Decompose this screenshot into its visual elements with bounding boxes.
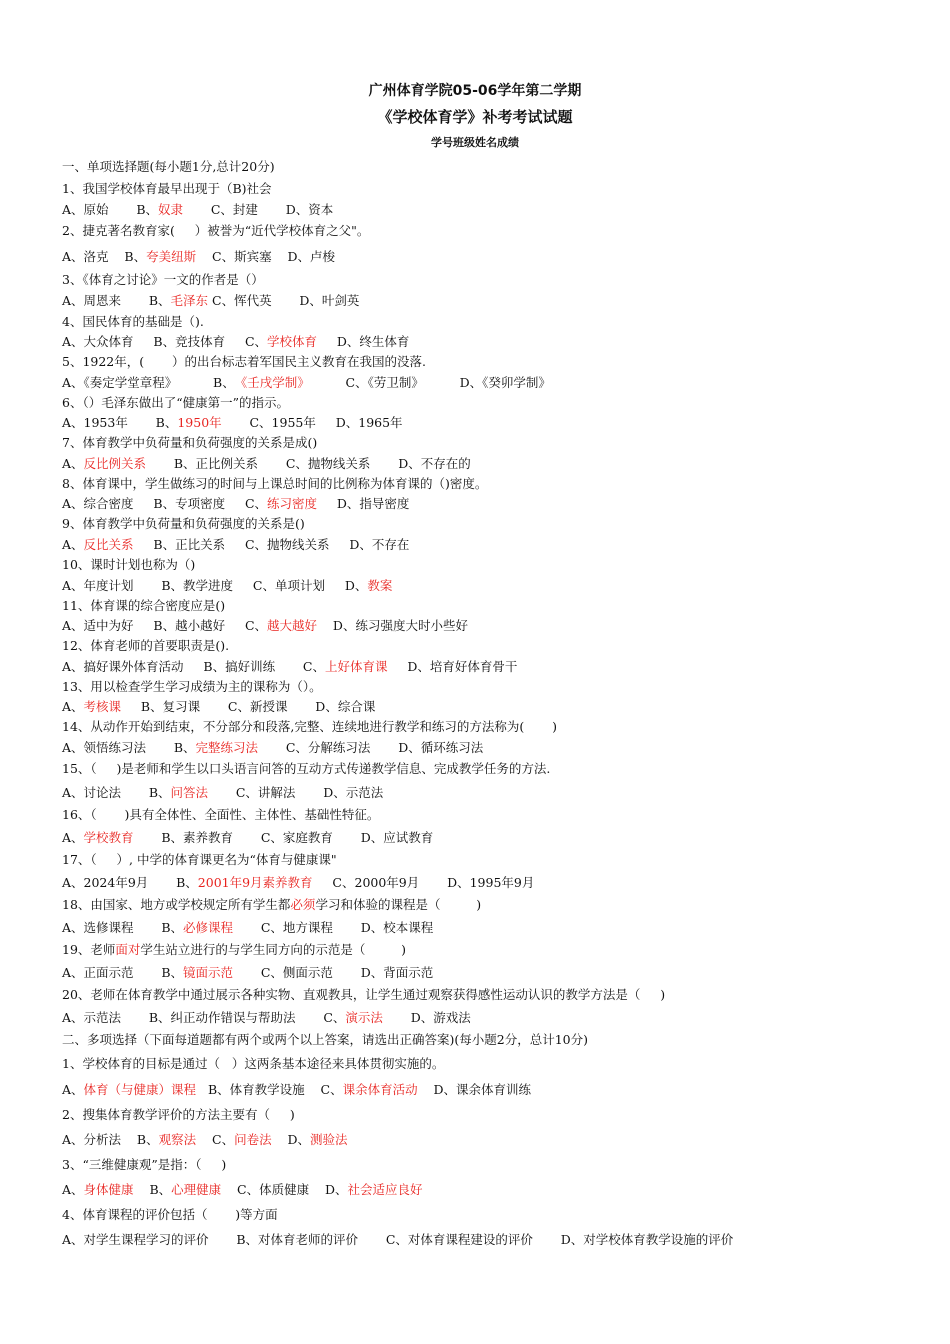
- exam-line: [62, 353, 426, 371]
- line-text: A、周恩来 B、: [62, 293, 171, 308]
- line-text: B、正比例关系 C、抛物线关系 D、不存在的: [146, 456, 471, 471]
- answer-text: 考核课: [83, 699, 122, 714]
- line-text: D、指导密度: [317, 496, 410, 511]
- answer-text: 课余体育活动: [342, 1082, 418, 1097]
- line-text: 学生站立进行的与学生同方向的示范是（ ): [140, 942, 407, 957]
- line-text: B、: [133, 1182, 172, 1197]
- line-text: A、大众体育 B、竞技体育 C、: [62, 334, 268, 349]
- answer-text: 越大越好: [267, 618, 318, 633]
- line-text: A、领悟练习法 B、: [62, 740, 196, 755]
- line-text: 2、搜集体育教学评价的方法主要有（ ): [62, 1107, 295, 1122]
- exam-line: [62, 784, 383, 802]
- line-text: A、正面示范 B、: [62, 965, 184, 980]
- line-text: A、: [62, 537, 84, 552]
- exam-line: [62, 577, 392, 595]
- line-text: 3、“三维健康观”是指：（ ): [62, 1157, 227, 1172]
- answer-text: 完整练习法: [195, 740, 259, 755]
- line-text: 6、（）毛泽东做出了“健康第一”的指示。: [62, 395, 289, 410]
- exam-line: [62, 698, 375, 716]
- exam-line: [62, 1106, 295, 1124]
- line-text: C、地方课程 D、校本课程: [233, 920, 434, 935]
- line-text: 7、体育教学中负荷量和负荷强度的关系是成(): [62, 435, 318, 450]
- line-text: A、原始 B、: [62, 202, 159, 217]
- answer-text: 《壬戌学制》: [234, 375, 310, 390]
- exam-line: [62, 180, 272, 198]
- exam-line: [62, 941, 406, 959]
- answer-text: 观察法: [158, 1132, 197, 1147]
- line-text: A、对学生课程学习的评价 B、对体育老师的评价 C、对体育课程建设的评价 D、对学校体育教学设施的评价: [62, 1232, 734, 1247]
- exam-title: 广州体育学院05-06学年第二学期: [368, 83, 582, 99]
- line-text: C、2000年9月 D、1995年9月: [312, 875, 535, 890]
- line-text: A、分析法 B、: [62, 1132, 159, 1147]
- line-text: C、: [196, 1132, 235, 1147]
- exam-line: [62, 919, 433, 937]
- exam-line: [62, 1206, 278, 1224]
- line-text: D、培育好体育骨干: [387, 659, 518, 674]
- exam-line: [62, 1081, 531, 1099]
- line-text: 学习和体验的课程是（ ): [315, 897, 482, 912]
- exam-line: [62, 414, 403, 432]
- line-text: 14、从动作开始到结束，不分部分和段落,完整、连续地进行教学和练习的方法称为( ): [62, 719, 557, 734]
- exam-line: [62, 158, 275, 176]
- line-text: 8、体育课中，学生做练习的时间与上课总时间的比例称为体育课的（)密度。: [62, 476, 488, 491]
- answer-text: 教案: [367, 578, 393, 593]
- exam-subtitle: 《学校体育学》补考考试试题: [377, 108, 573, 126]
- exam-line: [62, 374, 551, 392]
- exam-line: [62, 556, 195, 574]
- exam-line: [62, 617, 468, 635]
- line-text: A、洛克 B、: [62, 249, 147, 264]
- exam-line: [62, 1131, 348, 1149]
- exam-line: [62, 874, 534, 892]
- line-text: B、正比关系 C、抛物线关系 D、不存在: [133, 537, 410, 552]
- line-text: 19、老师: [62, 942, 116, 957]
- line-text: 4、体育课程的评价包括（ )等方面: [62, 1207, 278, 1222]
- line-text: C、分解练习法 D、循环练习法: [258, 740, 484, 755]
- line-text: 10、课时计划也称为（): [62, 557, 196, 572]
- exam-line: [62, 434, 317, 452]
- line-text: A、适中为好 B、越小越好 C、: [62, 618, 268, 633]
- exam-line: [62, 986, 665, 1004]
- line-text: A、2024年9月 B、: [62, 875, 198, 890]
- line-text: C、体质健康 D、: [221, 1182, 348, 1197]
- answer-text: 问卷法: [234, 1132, 272, 1147]
- exam-line: [62, 806, 379, 824]
- line-text: C、讲解法 D、示范法: [208, 785, 384, 800]
- exam-line: [62, 495, 409, 513]
- exam-line: [62, 896, 481, 914]
- line-text: 12、体育老师的首要职责是().: [62, 638, 230, 653]
- line-text: 11、体育课的综合密度应是(): [62, 598, 226, 613]
- exam-line: [62, 201, 333, 219]
- answer-text: 2001年9月素养教育: [197, 875, 313, 890]
- line-text: 一、单项选择题(每小题1分,总计20分): [62, 159, 275, 174]
- answer-text: 必修课程: [183, 920, 234, 935]
- line-text: D、游戏法: [382, 1010, 471, 1025]
- line-text: 17、（ ）, 中学的体育课更名为“体育与健康课": [62, 852, 337, 867]
- answer-text: 反比例关系: [83, 456, 147, 471]
- exam-line: [62, 658, 517, 676]
- line-text: C、1955年 D、1965年: [221, 415, 403, 430]
- line-text: 20、老师在体育教学中通过展示各种实物、直观教具，让学生通过观察获得感性运动认识的教学方法是（ ): [62, 987, 666, 1002]
- answer-text: 学校教育: [83, 830, 134, 845]
- exam-line: [62, 455, 471, 473]
- exam-line: [62, 597, 225, 615]
- line-text: D、课余体育训练: [417, 1082, 532, 1097]
- answer-text: 体育（与健康）课程: [83, 1082, 197, 1097]
- exam-line: [62, 760, 550, 778]
- line-text: 4、国民体育的基础是（).: [62, 314, 204, 329]
- line-text: 13、用以检查学生学习成绩为主的课称为（）。: [62, 679, 322, 694]
- exam-line: [62, 637, 229, 655]
- exam-line: [62, 292, 359, 310]
- line-text: 3、《体育之讨论》一文的作者是（）: [62, 272, 264, 287]
- exam-line: [62, 1009, 471, 1027]
- line-text: 9、体育教学中负荷量和负荷强度的关系是(): [62, 516, 305, 531]
- line-text: B、复习课 C、新授课 D、综合课: [121, 699, 376, 714]
- answer-text: 问答法: [170, 785, 209, 800]
- exam-line: [62, 313, 204, 331]
- line-text: A、示范法 B、纠正动作错误与帮助法 C、: [62, 1010, 346, 1025]
- line-text: A、: [62, 699, 84, 714]
- answer-text: 夸美纽斯: [146, 249, 197, 264]
- line-text: D、终生体育: [317, 334, 410, 349]
- answer-text: 必须: [290, 897, 316, 912]
- line-text: A、搞好课外体育活动 B、搞好训练 C、: [62, 659, 325, 674]
- exam-line: [62, 718, 557, 736]
- line-text: A、选修课程 B、: [62, 920, 184, 935]
- line-text: C、《劳卫制》 D、《癸卯学制》: [309, 375, 551, 390]
- student-info-line: 学号班级姓名成绩: [431, 136, 519, 149]
- answer-text: 1950年: [177, 415, 222, 430]
- exam-line: [62, 1055, 444, 1073]
- answer-text: 练习密度: [267, 496, 318, 511]
- line-text: B、素养教育 C、家庭教育 D、应试教育: [133, 830, 434, 845]
- exam-line: [62, 739, 483, 757]
- line-text: A、: [62, 830, 84, 845]
- line-text: 18、由国家、地方或学校规定所有学生都: [62, 897, 291, 912]
- line-text: 5、1922年，( ）的出台标志着军国民主义教育在我国的没落.: [62, 354, 426, 369]
- line-text: C、恽代英 D、叶剑英: [208, 293, 360, 308]
- answer-text: 镜面示范: [183, 965, 234, 980]
- line-text: A、讨论法 B、: [62, 785, 171, 800]
- exam-line: [62, 1231, 733, 1249]
- exam-line: [62, 678, 322, 696]
- line-text: 16、（ )具有全体性、全面性、主体性、基础性特征。: [62, 807, 380, 822]
- line-text: D、练习强度大时小些好: [317, 618, 468, 633]
- line-text: A、《奏定学堂章程》 B、: [62, 375, 235, 390]
- exam-line: [62, 222, 369, 240]
- line-text: 2、捷克著名教育家( ）被誉为“近代学校体育之父"。: [62, 223, 370, 238]
- line-text: C、斯宾塞 D、卢梭: [196, 249, 335, 264]
- exam-line: [62, 515, 305, 533]
- line-text: A、: [62, 1182, 84, 1197]
- answer-text: 学校体育: [267, 334, 318, 349]
- exam-line: [62, 248, 335, 266]
- line-text: 二、多项选择（下面每道题都有两个或两个以上答案，请选出正确答案)(每小题2分，总计10分): [62, 1032, 588, 1047]
- exam-line: [62, 851, 337, 869]
- exam-line: [62, 1031, 588, 1049]
- answer-text: 心理健康: [171, 1182, 222, 1197]
- exam-line: [62, 1156, 226, 1174]
- exam-line: [62, 271, 264, 289]
- answer-text: 反比关系: [83, 537, 134, 552]
- line-text: 1、学校体育的目标是通过（ ）这两条基本途径来具体贯彻实施的。: [62, 1056, 445, 1071]
- answer-text: 面对: [115, 942, 141, 957]
- line-text: 15、（ )是老师和学生以口头语言问答的互动方式传递教学信息、完成教学任务的方法.: [62, 761, 551, 776]
- line-text: A、综合密度 B、专项密度 C、: [62, 496, 268, 511]
- line-text: 1、我国学校体育最早出现于（B)社会: [62, 181, 272, 196]
- exam-line: [62, 829, 433, 847]
- exam-line: [62, 1181, 423, 1199]
- line-text: C、封建 D、资本: [183, 202, 334, 217]
- answer-text: 社会适应良好: [347, 1182, 423, 1197]
- line-text: D、: [271, 1132, 311, 1147]
- line-text: A、: [62, 456, 84, 471]
- exam-line: [62, 333, 409, 351]
- exam-line: [62, 536, 409, 554]
- line-text: C、侧面示范 D、背面示范: [233, 965, 434, 980]
- answer-text: 奴隶: [158, 202, 184, 217]
- line-text: A、年度计划 B、教学进度 C、单项计划 D、: [62, 578, 368, 593]
- exam-line: [62, 475, 487, 493]
- exam-line: [62, 394, 289, 412]
- answer-text: 毛泽东: [170, 293, 209, 308]
- exam-line: [62, 964, 433, 982]
- answer-text: 测验法: [310, 1132, 348, 1147]
- answer-text: 演示法: [345, 1010, 383, 1025]
- line-text: B、体育教学设施 C、: [196, 1082, 343, 1097]
- answer-text: 身体健康: [83, 1182, 134, 1197]
- answer-text: 上好体育课: [324, 659, 388, 674]
- line-text: A、: [62, 1082, 84, 1097]
- line-text: A、1953年 B、: [62, 415, 178, 430]
